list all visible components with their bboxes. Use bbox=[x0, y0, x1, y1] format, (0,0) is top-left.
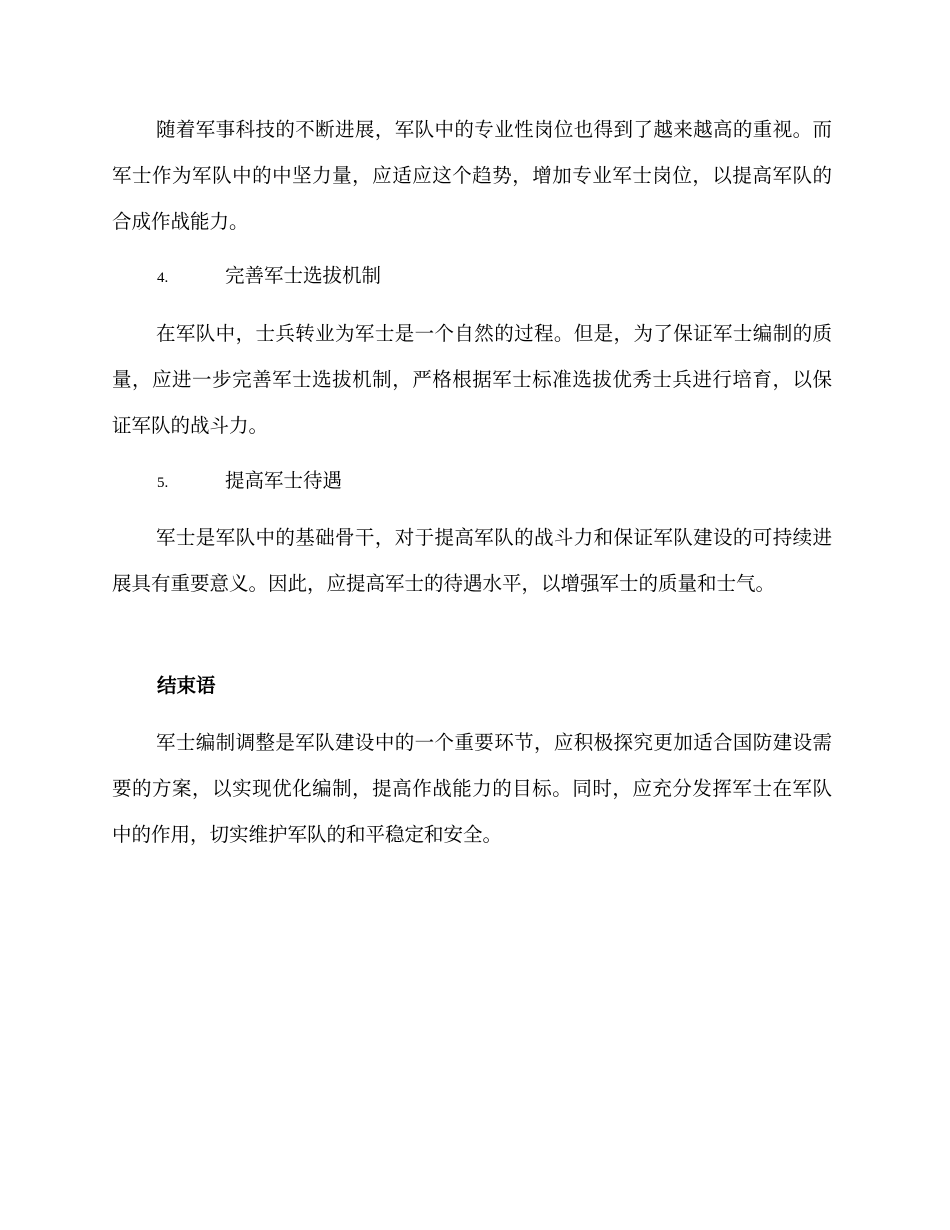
paragraph-selection: 在军队中，士兵转业为军士是一个自然的过程。但是，为了保证军士编制的质量，应进一步完善军士选拔机制，严格根据军士标准选拔优秀士兵进行培育，以保证军队的战斗力。 bbox=[112, 322, 832, 437]
conclusion-heading: 结束语 bbox=[157, 674, 216, 697]
list-item-number: 5. bbox=[157, 475, 169, 491]
list-item-number: 4. bbox=[157, 270, 169, 286]
list-item-title: 提高军士待遇 bbox=[225, 469, 343, 492]
list-item-title: 完善军士选拔机制 bbox=[225, 264, 382, 287]
list-item-selection-mechanism bbox=[157, 261, 381, 291]
paragraph-treatment: 军士是军队中的基础骨干，对于提高军队的战斗力和保证军队建设的可持续进展具有重要意义。因此，应提高军士的待遇水平，以增强军士的质量和士气。 bbox=[112, 526, 832, 595]
paragraph-conclusion: 军士编制调整是军队建设中的一个重要环节，应积极探究更加适合国防建设需要的方案，以实现优化编制，提高作战能力的目标。同时，应充分发挥军士在军队中的作用，切实维护军队的和平稳定和安全。 bbox=[112, 731, 832, 846]
paragraph-professional-posts: 随着军事科技的不断进展，军队中的专业性岗位也得到了越来越高的重视。而军士作为军队中的中坚力量，应适应这个趋势，增加专业军士岗位，以提高军队的合成作战能力。 bbox=[112, 118, 832, 233]
list-item-treatment bbox=[157, 466, 342, 496]
